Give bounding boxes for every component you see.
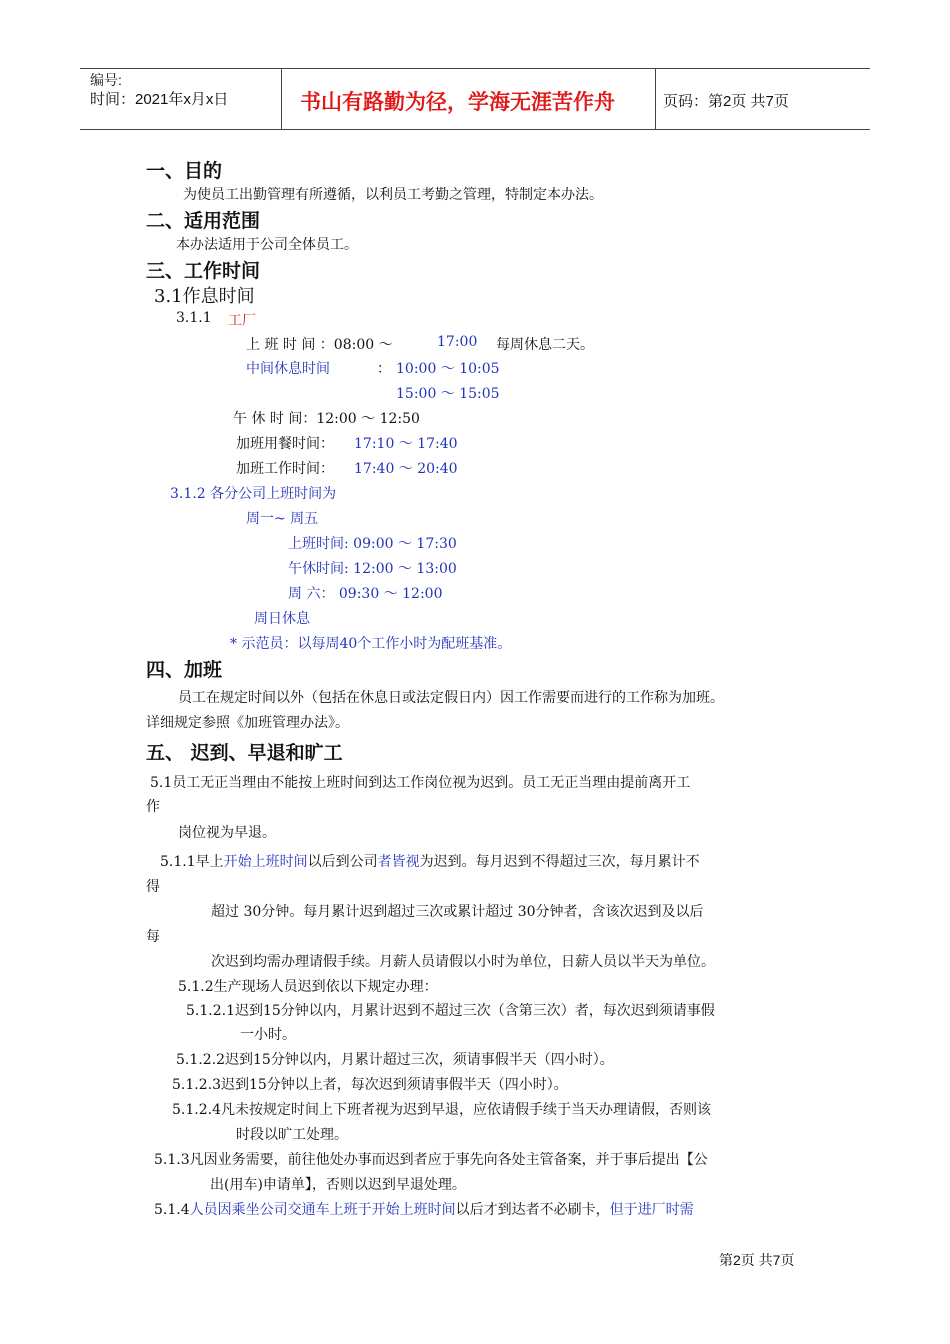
p5121-line-1: 5.1.2.1迟到15分钟以内，月累计迟到不超过三次（含第三次）者，每次迟到须请事假 bbox=[186, 1003, 715, 1019]
p513-line-1: 5.1.3凡因业务需要，前往他处办事而迟到者应于事先向各处主管备案，并于事后提出【公 bbox=[154, 1152, 708, 1168]
time-label: 时间：2021年x月x日 bbox=[90, 91, 229, 108]
p511-line-2: 得 bbox=[146, 879, 160, 895]
section-4-line-1: 员工在规定时间以外（包括在休息日或法定假日内）因工作需要而进行的工作称为加班。 bbox=[178, 690, 724, 706]
section-4-title: 四、加班 bbox=[146, 659, 223, 681]
p511-start-time: 开始上班时间 bbox=[223, 854, 308, 870]
section-1-title: 一、目的 bbox=[146, 160, 223, 182]
p514-shuttle: 人员因乘坐公司交通车上班于开始上班时间 bbox=[189, 1202, 456, 1218]
work-hours-label: 上 班 时 间 ：08:00 ～ bbox=[246, 337, 393, 353]
p513-line-2: 出(用车)申请单】，否则以迟到早退处理。 bbox=[210, 1177, 466, 1193]
section-3-title: 三、工作时间 bbox=[146, 260, 261, 282]
p511-line-3: 超过 30分钟。每月累计迟到超过三次或累计超过 30分钟者，含该次迟到及以后 bbox=[211, 904, 704, 920]
p5124-line-1: 5.1.2.4凡未按规定时间上下班者视为迟到早退，应依请假手续于当天办理请假，否则该 bbox=[172, 1102, 711, 1118]
p51-line-2: 作 bbox=[146, 799, 160, 815]
section-1-body: 为使员工出勤管理有所遵循，以利员工考勤之管理，特制定本办法。 bbox=[183, 187, 603, 203]
p511-regarded: 者皆视 bbox=[377, 854, 420, 870]
header-divider bbox=[281, 68, 282, 129]
subsection-3-1: 3.1作息时间 bbox=[154, 286, 255, 307]
p5121-line-2: 一小时。 bbox=[240, 1027, 296, 1043]
work-hours-end: 17:00 bbox=[437, 334, 478, 350]
p5124-line-2: 时段以旷工处理。 bbox=[236, 1127, 348, 1143]
p511-line-4: 每 bbox=[146, 929, 160, 945]
p512: 5.1.2生产现场人员迟到依以下规定办理： bbox=[178, 979, 438, 995]
item-3-1-1-title: 工厂 bbox=[228, 313, 256, 329]
p5123: 5.1.2.3迟到15分钟以上者，每次迟到须请事假半天（四小时）。 bbox=[172, 1077, 568, 1093]
p511-line-5: 次迟到均需办理请假手续。月薪人员请假以小时为单位，日薪人员以半天为单位。 bbox=[211, 954, 715, 970]
branch-saturday: 周 六： 09:30 ～ 12:00 bbox=[288, 586, 443, 602]
p511-prefix: 5.1.1早上 bbox=[160, 854, 224, 870]
section-4-line-2: 详细规定参照《加班管理办法》。 bbox=[146, 715, 349, 731]
section-2-body: 本办法适用于公司全体员工。 bbox=[176, 237, 358, 253]
ot-meal-time: 17:10 ～ 17:40 bbox=[354, 436, 458, 452]
header-divider bbox=[655, 68, 656, 129]
ot-work-time: 17:40 ～ 20:40 bbox=[354, 461, 458, 477]
weekdays: 周一~ 周五 bbox=[246, 511, 319, 527]
mid-break-colon: ： bbox=[377, 361, 391, 377]
p5122: 5.1.2.2迟到15分钟以内，月累计超过三次，须请事假半天（四小时）。 bbox=[176, 1052, 614, 1068]
p51-line-3: 岗位视为早退。 bbox=[178, 825, 276, 841]
ot-meal-label: 加班用餐时间： bbox=[236, 436, 334, 452]
sunday-off: 周日休息 bbox=[254, 611, 310, 627]
doc-no-label: 编号: bbox=[90, 72, 122, 88]
p511-post: 为迟到。每月迟到不得超过三次，每月累计不 bbox=[419, 854, 700, 870]
p514-line-1 bbox=[154, 1199, 694, 1219]
footer-page-number: 第2页 共7页 bbox=[719, 1252, 795, 1268]
p511-mid: 以后到公司 bbox=[307, 854, 378, 870]
p514-prefix: 5.1.4 bbox=[154, 1202, 190, 1218]
mid-break-2: 15:00 ～ 15:05 bbox=[396, 386, 500, 402]
lunch-time: 午 休 时 间：12:00 ～ 12:50 bbox=[233, 411, 420, 427]
section-5-title: 五、 迟到、早退和旷工 bbox=[146, 742, 343, 764]
item-3-1-2: 3.1.2 各分公司上班时间为 bbox=[170, 486, 337, 502]
work-hours-note: 每周休息二天。 bbox=[496, 337, 594, 353]
p514-mid: 以后才到达者不必刷卡， bbox=[455, 1202, 610, 1218]
ot-work-label: 加班工作时间： bbox=[236, 461, 334, 477]
p514-entry: 但于进厂时需 bbox=[609, 1202, 694, 1218]
demo-note: * 示范员：以每周40个工作小时为配班基准。 bbox=[230, 636, 512, 652]
p51-line-1: 5.1员工无正当理由不能按上班时间到达工作岗位视为迟到。员工无正当理由提前离开工 bbox=[150, 775, 691, 791]
mid-break-label: 中间休息时间 bbox=[246, 361, 330, 377]
section-2-title: 二、适用范围 bbox=[146, 210, 261, 232]
p511-line-1 bbox=[160, 851, 700, 871]
item-3-1-1-number: 3.1.1 bbox=[176, 310, 212, 326]
branch-work-time: 上班时间: 09:00 ～ 17:30 bbox=[288, 536, 457, 552]
branch-lunch-time: 午休时间: 12:00 ～ 13:00 bbox=[288, 561, 457, 577]
page-label: 页码：第2页 共7页 bbox=[663, 93, 789, 110]
motto: 书山有路勤为径，学海无涯苦作舟 bbox=[300, 90, 615, 114]
mid-break-1: 10:00 ～ 10:05 bbox=[396, 361, 500, 377]
